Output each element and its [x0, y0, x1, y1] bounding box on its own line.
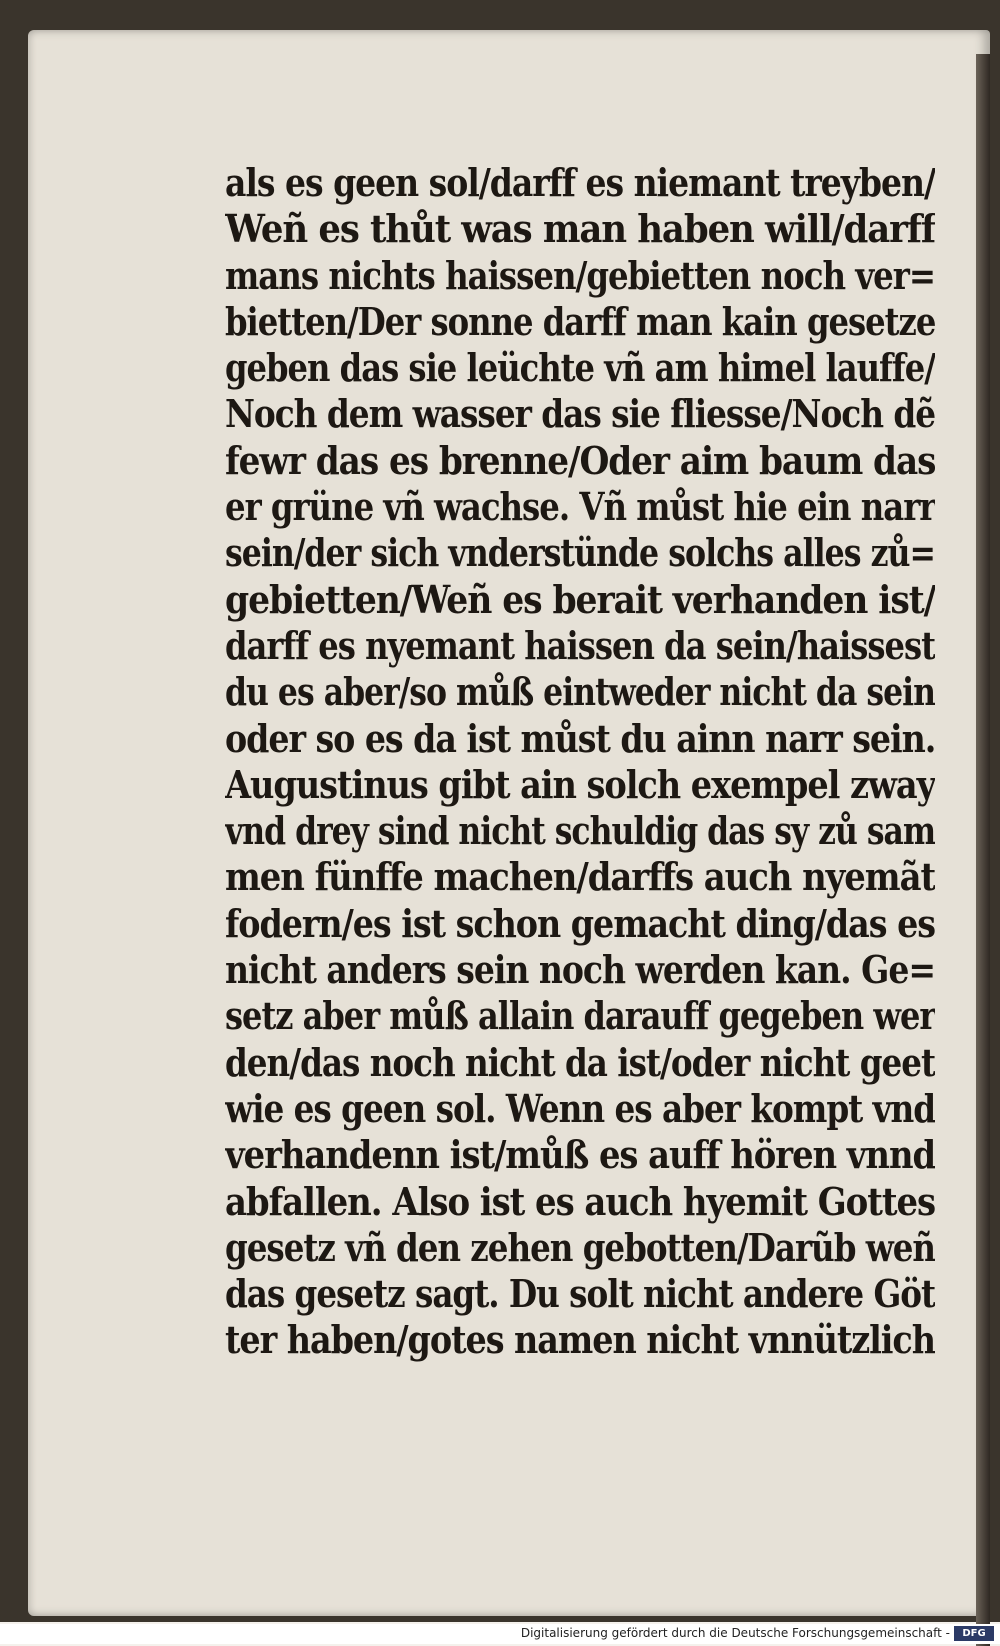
text-line: bietten/Der sonne darff man kain gesetze: [225, 298, 935, 344]
text-line: fewr das es brenne/Oder aim baum das: [225, 437, 935, 483]
text-line: nicht anders sein noch werden kan. Ge=: [225, 947, 935, 993]
text-line: er grüne vñ wachse. Vñ můst hie ein narr: [225, 484, 935, 530]
text-line: darff es nyemant haissen da sein/haissest: [225, 622, 935, 668]
text-line: verhandenn ist/můß es auff hören vnnd: [225, 1132, 935, 1178]
text-line: vnd drey sind nicht schuldig das sy zů sam: [225, 808, 935, 854]
text-line: geben das sie leüchte vñ am himel lauffe/: [225, 345, 935, 391]
text-line: oder so es da ist můst du ainn narr sein.: [225, 715, 935, 761]
text-line: abfallen. Also ist es auch hyemit Gottes: [225, 1178, 935, 1224]
text-line: wie es geen sol. Wenn es aber kompt vnd: [225, 1085, 935, 1131]
text-line: fodern/es ist schon gemacht ding/das es: [225, 900, 935, 946]
footer-bar: [0, 1624, 1000, 1644]
text-line: Noch dem wasser das sie fliesse/Noch dẽ: [225, 391, 935, 437]
text-line: das gesetz sagt. Du solt nicht andere Göt: [225, 1271, 935, 1317]
dfg-logo: DFG: [954, 1626, 994, 1641]
text-line: Augustinus gibt ain solch exempel zway: [225, 761, 935, 807]
text-line: mans nichts haissen/gebietten noch ver=: [225, 252, 935, 298]
page-text: [225, 160, 935, 1364]
text-line: als es geen sol/darff es niemant treyben/: [225, 160, 935, 205]
page-edge: [976, 54, 990, 1646]
text-line: ter haben/gotes namen nicht vnnützlich: [225, 1317, 935, 1363]
text-line: du es aber/so můß eintweder nicht da sein: [225, 669, 935, 715]
text-line: sein/der sich vnderstünde solchs alles zů=: [225, 530, 935, 576]
funding-credit: Digitalisierung gefördert durch die Deutsche Forschungsgemeinschaft -: [520, 1626, 950, 1640]
text-line: Weñ es thůt was man haben will/darff: [225, 206, 935, 252]
text-line: men fünffe machen/darffs auch nyemãt: [225, 854, 935, 900]
text-line: setz aber můß allain darauff gegeben wer: [225, 993, 935, 1039]
text-line: gebietten/Weñ es berait verhanden ist/: [225, 576, 935, 622]
text-line: den/das noch nicht da ist/oder nicht geet: [225, 1039, 935, 1085]
text-line: gesetz vñ den zehen gebotten/Darũb weñ: [225, 1224, 935, 1270]
